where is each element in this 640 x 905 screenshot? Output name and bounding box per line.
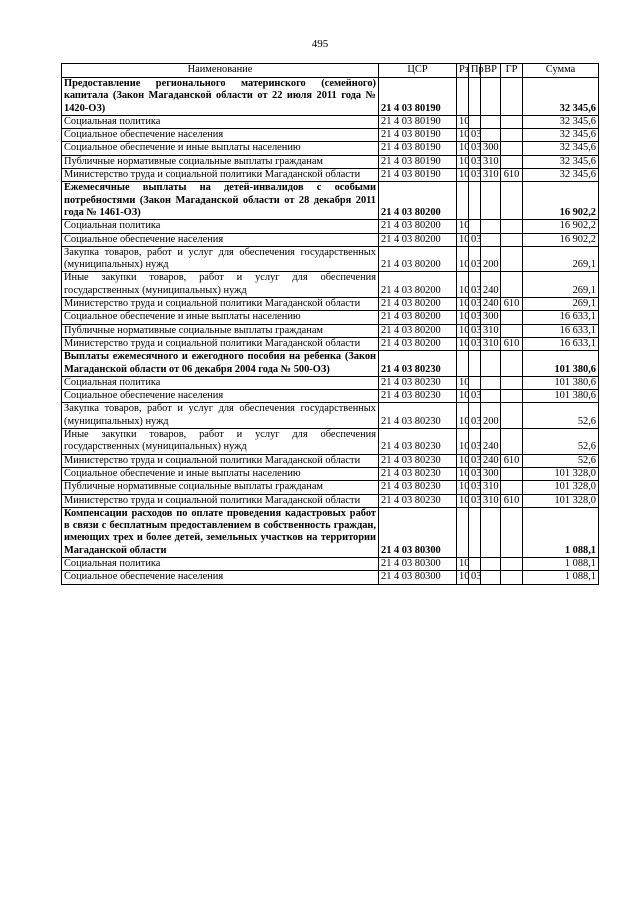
row-rz-cell: 10	[457, 324, 469, 337]
row-pr-cell	[469, 78, 481, 116]
row-sum-cell: 32 345,6	[523, 169, 599, 182]
table-row	[62, 571, 599, 584]
row-pr-cell: 03	[469, 142, 481, 155]
row-vr-cell: 310	[481, 481, 501, 494]
row-gr-cell	[501, 246, 523, 272]
row-vr-cell: 300	[481, 142, 501, 155]
row-gr-cell	[501, 272, 523, 298]
row-vr-cell: 310	[481, 169, 501, 182]
row-rz-cell: 10	[457, 272, 469, 298]
row-gr-cell	[501, 481, 523, 494]
header-rz: Рз	[457, 64, 469, 78]
header-gr: ГР	[501, 64, 523, 78]
row-name-cell: Предоставление регионального материнского (семейного) капитала (Закон Магаданской области от 22 июля 2011 года № 1420-ОЗ)	[62, 78, 379, 116]
table-row	[62, 494, 599, 507]
row-rz-cell: 10	[457, 220, 469, 233]
row-name-cell: Социальное обеспечение и иные выплаты населению	[62, 142, 379, 155]
row-vr-cell: 310	[481, 494, 501, 507]
row-vr-cell: 240	[481, 272, 501, 298]
row-csr-cell: 21 4 03 80200	[379, 272, 457, 298]
row-name-cell: Министерство труда и социальной политики Магаданской области	[62, 337, 379, 350]
row-pr-cell: 03	[469, 155, 481, 168]
row-vr-cell: 200	[481, 403, 501, 429]
row-rz-cell	[457, 507, 469, 557]
row-rz-cell: 10	[457, 337, 469, 350]
row-name-cell: Социальное обеспечение населения	[62, 129, 379, 142]
row-sum-cell: 1 088,1	[523, 507, 599, 557]
row-sum-cell: 269,1	[523, 298, 599, 311]
table-row	[62, 403, 599, 429]
row-rz-cell: 10	[457, 298, 469, 311]
row-name-cell: Министерство труда и социальной политики Магаданской области	[62, 494, 379, 507]
table-row	[62, 454, 599, 467]
table-row	[62, 246, 599, 272]
row-rz-cell	[457, 78, 469, 116]
table-row	[62, 142, 599, 155]
table-body	[62, 78, 599, 585]
row-csr-cell: 21 4 03 80300	[379, 571, 457, 584]
row-pr-cell	[469, 557, 481, 570]
row-vr-cell: 310	[481, 337, 501, 350]
row-name-cell: Ежемесячные выплаты на детей-инвалидов с особыми потребностями (Закон Магаданской области от 28 декабря 2011 года № 1461-ОЗ)	[62, 182, 379, 220]
row-sum-cell: 52,6	[523, 403, 599, 429]
row-sum-cell: 16 902,2	[523, 233, 599, 246]
row-rz-cell: 10	[457, 481, 469, 494]
row-gr-cell: 610	[501, 298, 523, 311]
row-csr-cell: 21 4 03 80230	[379, 494, 457, 507]
row-name-cell: Социальное обеспечение населения	[62, 390, 379, 403]
row-gr-cell: 610	[501, 169, 523, 182]
row-pr-cell: 03	[469, 337, 481, 350]
row-name-cell: Министерство труда и социальной политики Магаданской области	[62, 298, 379, 311]
row-rz-cell: 10	[457, 233, 469, 246]
row-sum-cell: 52,6	[523, 429, 599, 455]
row-csr-cell: 21 4 03 80230	[379, 467, 457, 480]
row-vr-cell	[481, 78, 501, 116]
table-row	[62, 272, 599, 298]
row-rz-cell: 10	[457, 246, 469, 272]
row-name-cell: Социальная политика	[62, 557, 379, 570]
row-sum-cell: 101 380,6	[523, 376, 599, 389]
row-gr-cell	[501, 142, 523, 155]
row-gr-cell	[501, 182, 523, 220]
row-name-cell: Публичные нормативные социальные выплаты гражданам	[62, 324, 379, 337]
row-gr-cell: 610	[501, 337, 523, 350]
table-row	[62, 351, 599, 377]
row-csr-cell: 21 4 03 80200	[379, 311, 457, 324]
row-rz-cell: 10	[457, 115, 469, 128]
row-sum-cell: 1 088,1	[523, 557, 599, 570]
table-row	[62, 311, 599, 324]
row-name-cell: Публичные нормативные социальные выплаты гражданам	[62, 155, 379, 168]
row-sum-cell: 32 345,6	[523, 78, 599, 116]
row-name-cell: Иные закупки товаров, работ и услуг для обеспечения государственных (муниципальных) нужд	[62, 429, 379, 455]
row-vr-cell: 300	[481, 467, 501, 480]
row-vr-cell	[481, 376, 501, 389]
row-vr-cell	[481, 507, 501, 557]
row-vr-cell: 300	[481, 311, 501, 324]
row-pr-cell: 03	[469, 481, 481, 494]
row-vr-cell	[481, 351, 501, 377]
row-gr-cell	[501, 507, 523, 557]
row-pr-cell: 03	[469, 311, 481, 324]
row-gr-cell	[501, 129, 523, 142]
row-rz-cell: 10	[457, 467, 469, 480]
row-csr-cell: 21 4 03 80300	[379, 557, 457, 570]
table-row	[62, 507, 599, 557]
row-rz-cell: 10	[457, 129, 469, 142]
header-name: Наименование	[62, 64, 379, 78]
row-csr-cell: 21 4 03 80190	[379, 129, 457, 142]
table-row	[62, 115, 599, 128]
row-rz-cell: 10	[457, 494, 469, 507]
table-row	[62, 481, 599, 494]
row-pr-cell: 03	[469, 324, 481, 337]
row-pr-cell: 03	[469, 246, 481, 272]
row-sum-cell: 101 328,0	[523, 481, 599, 494]
row-pr-cell: 03	[469, 390, 481, 403]
row-rz-cell: 10	[457, 155, 469, 168]
row-sum-cell: 269,1	[523, 246, 599, 272]
row-pr-cell	[469, 182, 481, 220]
row-csr-cell: 21 4 03 80190	[379, 115, 457, 128]
budget-table	[61, 63, 599, 585]
row-vr-cell: 240	[481, 429, 501, 455]
header-pr: Пр	[469, 64, 481, 78]
row-vr-cell: 310	[481, 324, 501, 337]
row-rz-cell: 10	[457, 390, 469, 403]
row-vr-cell	[481, 220, 501, 233]
row-sum-cell: 16 902,2	[523, 182, 599, 220]
row-csr-cell: 21 4 03 80230	[379, 376, 457, 389]
row-pr-cell: 03	[469, 233, 481, 246]
row-gr-cell	[501, 155, 523, 168]
row-csr-cell: 21 4 03 80190	[379, 155, 457, 168]
row-gr-cell	[501, 376, 523, 389]
row-csr-cell: 21 4 03 80230	[379, 390, 457, 403]
row-gr-cell	[501, 311, 523, 324]
row-name-cell: Министерство труда и социальной политики Магаданской области	[62, 454, 379, 467]
row-sum-cell: 32 345,6	[523, 142, 599, 155]
row-name-cell: Социальная политика	[62, 220, 379, 233]
row-gr-cell	[501, 324, 523, 337]
header-vr: ВР	[481, 64, 501, 78]
row-rz-cell: 10	[457, 311, 469, 324]
table-row	[62, 337, 599, 350]
row-csr-cell: 21 4 03 80300	[379, 507, 457, 557]
row-pr-cell: 03	[469, 403, 481, 429]
row-csr-cell: 21 4 03 80190	[379, 169, 457, 182]
row-name-cell: Закупка товаров, работ и услуг для обеспечения государственных (муниципальных) нужд	[62, 403, 379, 429]
table-row	[62, 467, 599, 480]
row-csr-cell: 21 4 03 80200	[379, 220, 457, 233]
row-csr-cell: 21 4 03 80200	[379, 246, 457, 272]
table-row	[62, 429, 599, 455]
row-name-cell: Социальное обеспечение и иные выплаты населению	[62, 467, 379, 480]
row-pr-cell	[469, 376, 481, 389]
row-pr-cell	[469, 220, 481, 233]
row-name-cell: Социальная политика	[62, 115, 379, 128]
row-vr-cell	[481, 390, 501, 403]
table-row	[62, 390, 599, 403]
row-csr-cell: 21 4 03 80230	[379, 403, 457, 429]
row-gr-cell	[501, 351, 523, 377]
row-pr-cell: 03	[469, 129, 481, 142]
row-vr-cell	[481, 233, 501, 246]
page-number: 495	[311, 38, 329, 50]
table-row	[62, 169, 599, 182]
table-row	[62, 129, 599, 142]
row-csr-cell: 21 4 03 80230	[379, 429, 457, 455]
row-sum-cell: 16 633,1	[523, 337, 599, 350]
table-row	[62, 298, 599, 311]
row-vr-cell: 240	[481, 298, 501, 311]
row-gr-cell	[501, 467, 523, 480]
row-rz-cell: 10	[457, 571, 469, 584]
row-gr-cell: 610	[501, 494, 523, 507]
row-name-cell: Закупка товаров, работ и услуг для обеспечения государственных (муниципальных) нужд	[62, 246, 379, 272]
header-csr: ЦСР	[379, 64, 457, 78]
row-pr-cell: 03	[469, 429, 481, 455]
row-gr-cell	[501, 557, 523, 570]
row-gr-cell	[501, 233, 523, 246]
table-row	[62, 220, 599, 233]
row-gr-cell	[501, 403, 523, 429]
row-gr-cell	[501, 115, 523, 128]
row-gr-cell: 610	[501, 454, 523, 467]
row-rz-cell	[457, 182, 469, 220]
row-gr-cell	[501, 571, 523, 584]
row-csr-cell: 21 4 03 80200	[379, 182, 457, 220]
row-name-cell: Социальное обеспечение населения	[62, 571, 379, 584]
row-csr-cell: 21 4 03 80200	[379, 298, 457, 311]
row-pr-cell: 03	[469, 467, 481, 480]
row-rz-cell	[457, 351, 469, 377]
row-rz-cell: 10	[457, 403, 469, 429]
row-sum-cell: 32 345,6	[523, 155, 599, 168]
row-name-cell: Министерство труда и социальной политики Магаданской области	[62, 169, 379, 182]
row-sum-cell: 1 088,1	[523, 571, 599, 584]
row-sum-cell: 52,6	[523, 454, 599, 467]
row-vr-cell	[481, 571, 501, 584]
row-sum-cell: 101 328,0	[523, 467, 599, 480]
row-sum-cell: 269,1	[523, 272, 599, 298]
table-row	[62, 233, 599, 246]
table-header-row	[62, 64, 599, 78]
row-name-cell: Социальное обеспечение и иные выплаты населению	[62, 311, 379, 324]
row-name-cell: Компенсации расходов по оплате проведения кадастровых работ в связи с бесплатным предоставлением в собственность граждан, имеющих трех и более детей, земельных участков на территории Магаданской области	[62, 507, 379, 557]
row-gr-cell	[501, 78, 523, 116]
row-pr-cell	[469, 351, 481, 377]
row-pr-cell: 03	[469, 571, 481, 584]
row-vr-cell: 240	[481, 454, 501, 467]
table-row	[62, 557, 599, 570]
row-sum-cell: 32 345,6	[523, 115, 599, 128]
row-pr-cell: 03	[469, 169, 481, 182]
row-rz-cell: 10	[457, 429, 469, 455]
row-name-cell: Выплаты ежемесячного и ежегодного пособия на ребенка (Закон Магаданской области от 06 декабря 2004 года № 500-ОЗ)	[62, 351, 379, 377]
row-pr-cell: 03	[469, 272, 481, 298]
row-sum-cell: 16 633,1	[523, 311, 599, 324]
row-csr-cell: 21 4 03 80230	[379, 481, 457, 494]
row-sum-cell: 32 345,6	[523, 129, 599, 142]
table-row	[62, 155, 599, 168]
row-csr-cell: 21 4 03 80190	[379, 78, 457, 116]
row-name-cell: Социальное обеспечение населения	[62, 233, 379, 246]
row-pr-cell: 03	[469, 454, 481, 467]
row-rz-cell: 10	[457, 169, 469, 182]
table-row	[62, 182, 599, 220]
row-csr-cell: 21 4 03 80200	[379, 233, 457, 246]
row-rz-cell: 10	[457, 557, 469, 570]
row-sum-cell: 16 902,2	[523, 220, 599, 233]
row-name-cell: Социальная политика	[62, 376, 379, 389]
row-rz-cell: 10	[457, 376, 469, 389]
row-sum-cell: 16 633,1	[523, 324, 599, 337]
row-vr-cell: 310	[481, 155, 501, 168]
row-name-cell: Публичные нормативные социальные выплаты гражданам	[62, 481, 379, 494]
row-csr-cell: 21 4 03 80230	[379, 454, 457, 467]
row-gr-cell	[501, 220, 523, 233]
row-rz-cell: 10	[457, 454, 469, 467]
row-vr-cell	[481, 115, 501, 128]
header-sum: Сумма	[523, 64, 599, 78]
row-sum-cell: 101 328,0	[523, 494, 599, 507]
row-vr-cell	[481, 129, 501, 142]
row-vr-cell: 200	[481, 246, 501, 272]
row-csr-cell: 21 4 03 80230	[379, 351, 457, 377]
row-gr-cell	[501, 390, 523, 403]
row-csr-cell: 21 4 03 80200	[379, 324, 457, 337]
row-sum-cell: 101 380,6	[523, 390, 599, 403]
row-gr-cell	[501, 429, 523, 455]
row-pr-cell	[469, 115, 481, 128]
table-row	[62, 376, 599, 389]
row-pr-cell	[469, 507, 481, 557]
table-row	[62, 324, 599, 337]
row-rz-cell: 10	[457, 142, 469, 155]
row-name-cell: Иные закупки товаров, работ и услуг для обеспечения государственных (муниципальных) нужд	[62, 272, 379, 298]
row-pr-cell: 03	[469, 298, 481, 311]
row-pr-cell: 03	[469, 494, 481, 507]
row-vr-cell	[481, 557, 501, 570]
row-csr-cell: 21 4 03 80190	[379, 142, 457, 155]
row-csr-cell: 21 4 03 80200	[379, 337, 457, 350]
row-sum-cell: 101 380,6	[523, 351, 599, 377]
table-row	[62, 78, 599, 116]
row-vr-cell	[481, 182, 501, 220]
